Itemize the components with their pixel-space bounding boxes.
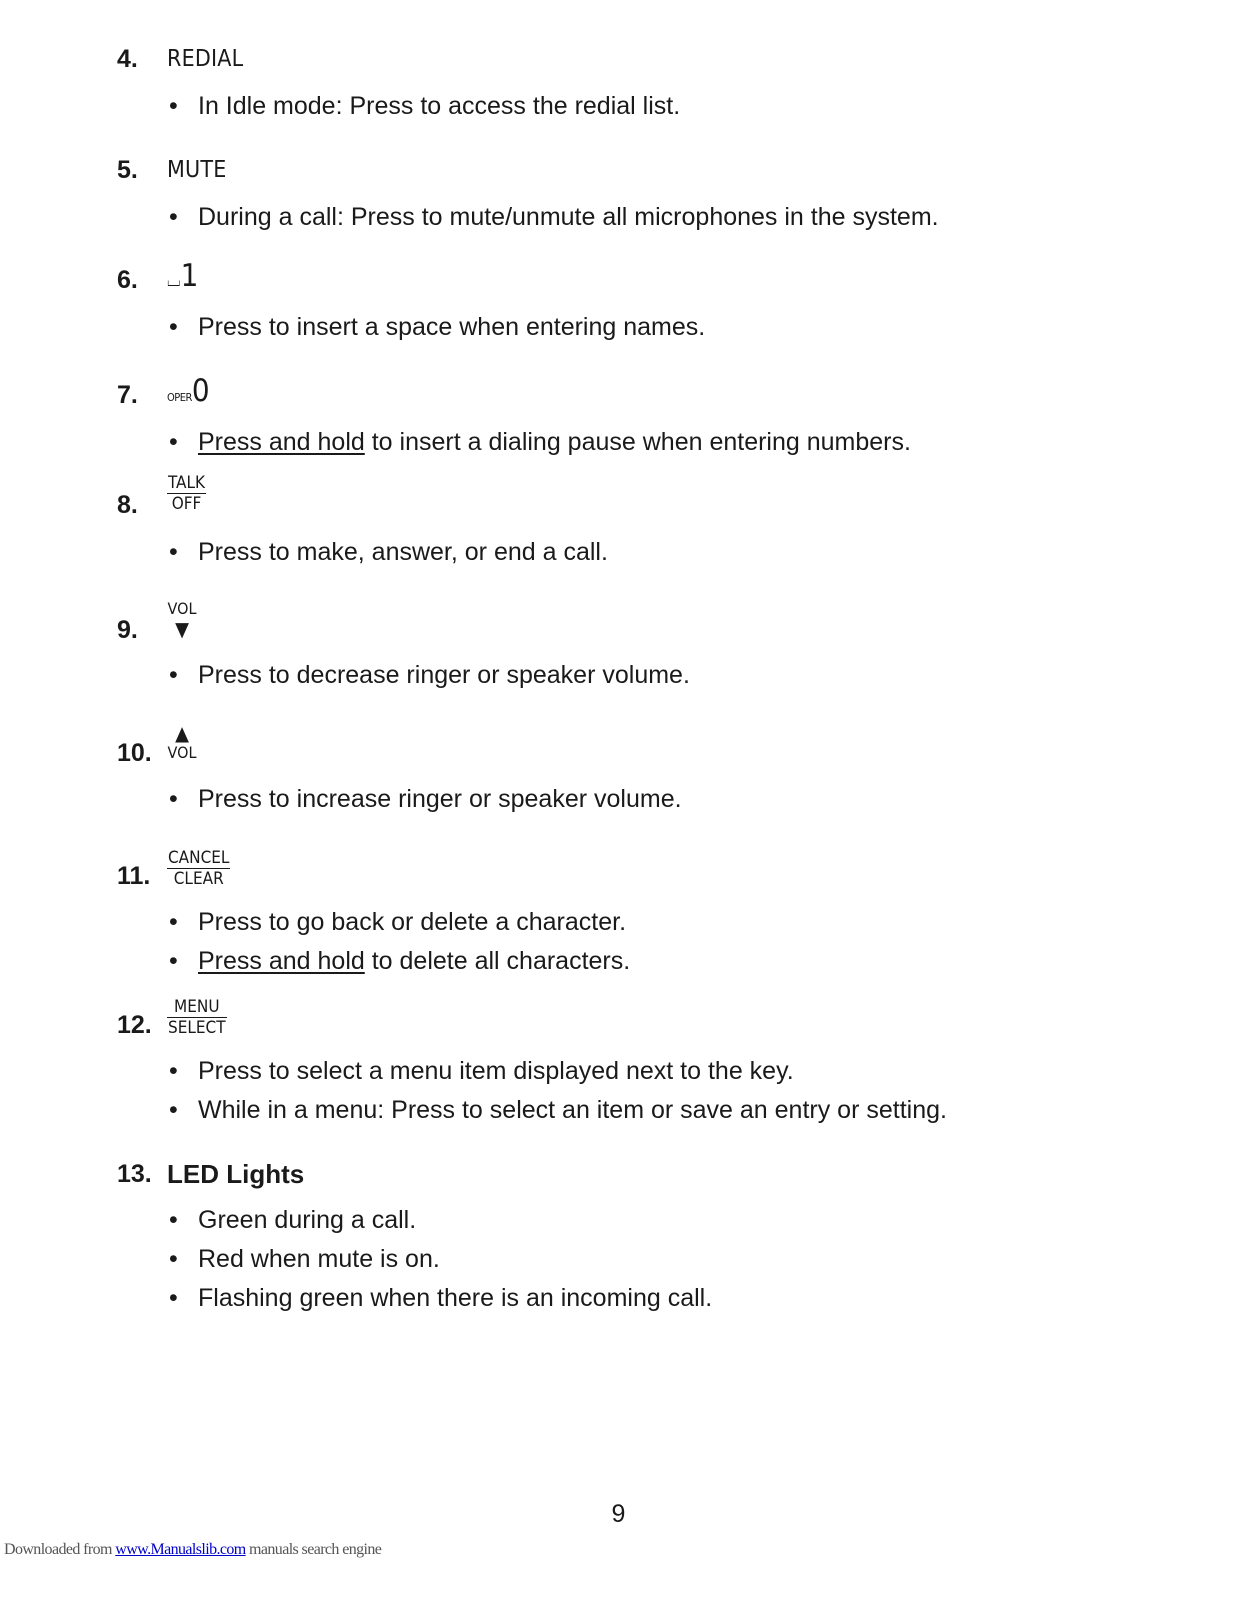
key-prefix: OPER [167,391,192,404]
vol-up-key-label [167,723,197,763]
bullet-icon: • [169,1245,178,1273]
mute-key-label: MUTE [167,157,227,183]
bullet-icon: • [169,538,178,566]
space-icon: ⌴ [167,271,181,291]
page-number: 9 [611,1500,626,1528]
bullet-icon: • [169,1284,178,1312]
item-number: 10. [117,739,152,767]
emphasis: Press and hold [198,428,365,456]
key-bottom: SELECT [168,1018,226,1038]
bullet-icon: • [169,661,178,689]
item-number: 4. [117,45,138,73]
bullet-text: Press to go back or delete a character. [198,908,627,936]
key-top: MENU [167,997,227,1018]
oper-key-label [167,373,210,409]
key-bottom: CLEAR [173,869,224,889]
key-digit: 0 [191,373,210,409]
emphasis: Press and hold [198,947,365,975]
bullet-icon: • [169,908,178,936]
item-number: 5. [117,156,138,184]
down-arrow-icon: ▼ [175,617,189,641]
bullet-text: In Idle mode: Press to access the redial list. [198,92,681,120]
item-number: 7. [117,381,138,409]
key-label: VOL [167,743,197,762]
bullet-text: Press to make, answer, or end a call. [198,538,608,566]
key-bottom: OFF [171,494,202,514]
bullet-text: Press and hold to insert a dialing pause when entering numbers. [198,428,911,456]
space-key-label [167,258,198,294]
footer-suffix: manuals search engine [245,1541,382,1558]
menu-select-key-label [167,997,227,1038]
bullet-icon: • [169,1206,178,1234]
bullet-text: Press to decrease ringer or speaker volume. [198,661,690,689]
item-number: 12. [117,1011,152,1039]
manualslib-link[interactable]: www.Manualslib.com [115,1541,246,1558]
item-number: 8. [117,491,138,519]
section-heading: LED Lights [167,1159,305,1189]
download-footer [4,1541,381,1559]
bullet-text: While in a menu: Press to select an item or save an entry or setting. [198,1096,947,1124]
vol-down-key-label [167,599,197,639]
bullet-icon: • [169,1057,178,1085]
bullet-text: Press to select a menu item displayed next to the key. [198,1057,794,1085]
redial-key-label: REDIAL [167,46,244,72]
key-label: VOL [167,599,197,618]
bullet-text: Press and hold to delete all characters. [198,947,631,975]
bullet-icon: • [169,203,178,231]
key-top: CANCEL [168,848,230,868]
bullet-icon: • [169,313,178,341]
bullet-text: Flashing green when there is an incoming call. [198,1284,713,1312]
bullet-text: Red when mute is on. [198,1245,440,1273]
bullet-text: Press to insert a space when entering names. [198,313,706,341]
item-number: 11. [117,862,151,890]
footer-prefix: Downloaded from [4,1541,116,1558]
cancel-clear-key-label [167,848,230,889]
bullet-icon: • [169,947,178,975]
bullet-text: During a call: Press to mute/unmute all microphones in the system. [198,203,939,231]
bullet-icon: • [169,1096,178,1124]
bullet-icon: • [169,785,178,813]
key-digit: 1 [180,258,199,294]
bullet-icon: • [169,428,178,456]
item-number: 13. [117,1160,152,1188]
key-top: TALK [168,473,206,493]
bullet-icon: • [169,92,178,120]
bullet-text: Press to increase ringer or speaker volume. [198,785,682,813]
talk-off-key-label [167,473,206,514]
item-number: 9. [117,616,138,644]
item-number: 6. [117,266,138,294]
up-arrow-icon: ▲ [175,721,189,745]
bullet-text: Green during a call. [198,1206,417,1234]
